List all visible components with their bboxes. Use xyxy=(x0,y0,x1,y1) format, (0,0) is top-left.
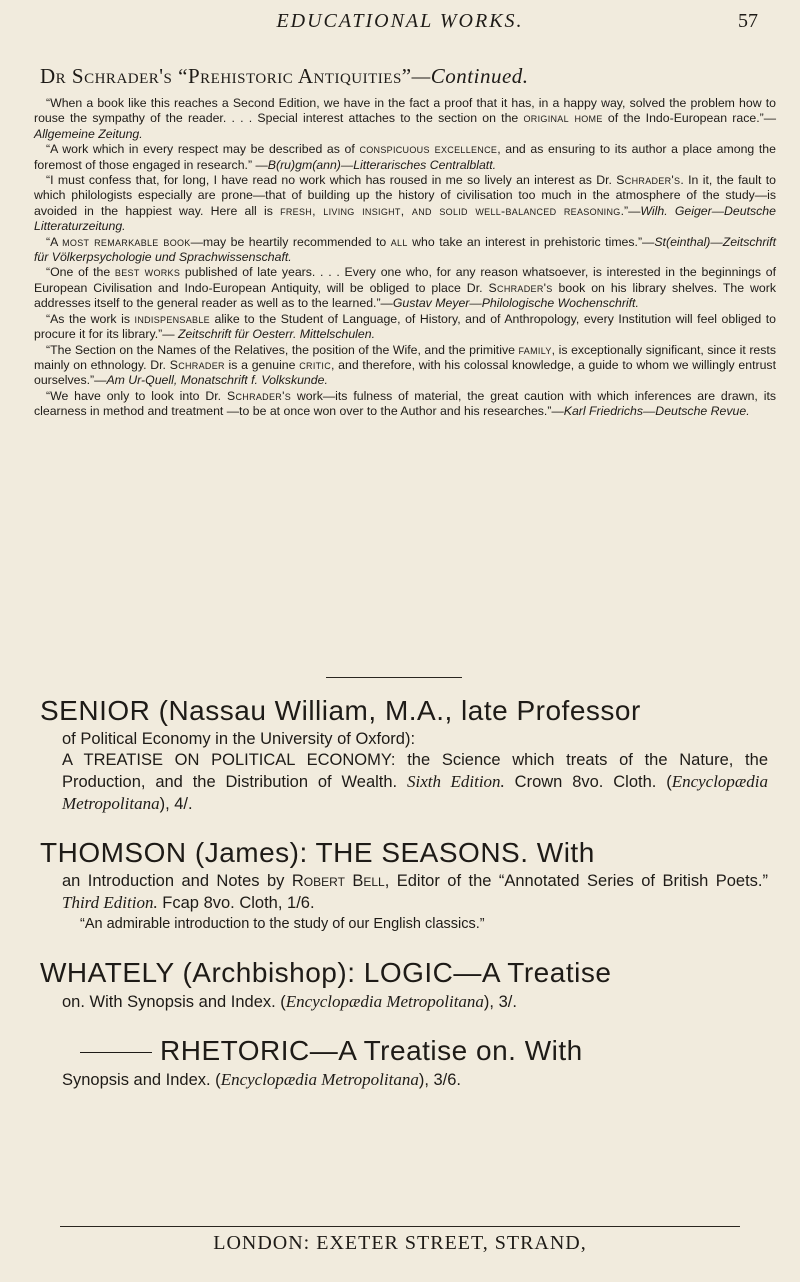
text-run: “One of the xyxy=(46,265,115,280)
text-run-sc: Robert Bell xyxy=(291,872,385,890)
entry-description xyxy=(62,751,768,813)
review-quote xyxy=(34,173,776,235)
entry-heading-text: RHETORIC—A Treatise on. With xyxy=(160,1035,583,1066)
text-run-src: Karl Friedrichs—Deutsche Revue. xyxy=(563,404,750,419)
text-run-it: Sixth Edition. xyxy=(406,772,505,791)
review-quote xyxy=(34,265,776,311)
entry-body xyxy=(40,729,768,815)
text-run-src: Zeitschrift für Oesterr. Mittelschulen. xyxy=(177,327,375,342)
text-run-src: Allgemeine Zeitung. xyxy=(34,126,143,141)
text-run-emph: fresh, living insight, and solid well-balanced reasoning xyxy=(280,203,621,218)
section-heading xyxy=(40,64,780,89)
review-quote xyxy=(34,235,776,266)
entry-body xyxy=(40,871,768,935)
text-run-emph: best works xyxy=(114,265,181,280)
text-run: on. With Synopsis and Index. ( xyxy=(62,993,286,1011)
text-run: who take an interest in prehistoric times.”— xyxy=(407,234,655,249)
text-run-src: B(ru)gm(ann)—Litterarisches Centralblatt. xyxy=(267,157,497,172)
review-quote xyxy=(34,389,776,420)
text-run: an Introduction and Notes by xyxy=(62,872,292,890)
text-run-src: Am Ur-Quell, Monatschrift f. Volkskunde. xyxy=(106,373,328,388)
entry-description xyxy=(62,993,517,1011)
text-run: , and as ensuring to its author a place among the foremost of those engaged in research.” — xyxy=(34,142,776,172)
entry-heading: SENIOR (Nassau William, M.A., late Professor xyxy=(40,695,641,726)
entry-heading: WHATELY (Archbishop): LOGIC—A Treatise xyxy=(40,957,612,988)
text-run: , is exceptionally significant, since it rests mainly on ethnology. Dr. xyxy=(34,342,776,372)
entry-heading xyxy=(40,1033,768,1069)
text-run-emph: Schrader's xyxy=(616,173,681,188)
text-run-emph: Schrader's xyxy=(488,280,553,295)
review-quote xyxy=(34,312,776,343)
text-run: .”— xyxy=(620,203,641,218)
text-run-emph: original home xyxy=(523,111,603,126)
text-run-emph: all xyxy=(390,234,408,249)
text-run: of the Indo-European race.”— xyxy=(602,111,776,126)
text-run: A TREATISE ON POLITICAL ECONOMY: the Science which treats of the Nature, the Production, and the Distribution of Wealth. xyxy=(62,751,768,791)
text-run: ), 3/6. xyxy=(418,1071,462,1089)
entry-description xyxy=(62,1071,461,1089)
catalogue-entry-thomson xyxy=(40,835,768,935)
running-head xyxy=(0,8,800,44)
entry-body xyxy=(40,991,768,1013)
text-run: “A work which in every respect may be described as of xyxy=(46,142,360,157)
text-run: ), 4/. xyxy=(159,795,193,813)
text-run-it: Encyclopædia Metropolitana xyxy=(220,1070,419,1089)
text-run: Fcap 8vo. Cloth, 1/6. xyxy=(157,894,315,912)
text-run-src: Wilh. Geiger—Deutsche Litteraturzeitung. xyxy=(34,203,776,234)
text-run-it: Encyclopædia Metropolitana xyxy=(285,992,484,1011)
text-run-src: Gustav Meyer—Philologische Wochenschrift. xyxy=(392,296,639,311)
text-run: book on his library shelves. The work addresses itself to the general reader as well as to the learned.”— xyxy=(34,280,777,311)
text-run-it: Encyclopædia Metropolitana xyxy=(62,772,768,813)
text-run: Crown 8vo. Cloth. ( xyxy=(504,773,672,791)
text-run: “We have only to look into Dr. xyxy=(46,388,227,403)
text-run-emph: Schrader's xyxy=(226,388,292,403)
imprint-footer: LONDON: EXETER STREET, STRAND, xyxy=(213,1232,587,1254)
section-author: Dr Schrader's xyxy=(40,64,173,88)
catalogue-entry-whately-rhetoric xyxy=(40,1033,768,1091)
text-run: work—its fulness of material, the great caution with which inferences are drawn, its clearness in method and treatment —to be at once won over to the Author and his researches.”— xyxy=(34,388,777,419)
text-run: is a genuine xyxy=(224,357,300,372)
text-run-src: St(einthal)—Zeitschrift für Völkerpsychologie und Sprachwissenschaft. xyxy=(34,234,776,265)
entry-body xyxy=(40,1069,768,1091)
text-run: —may be heartily recommended to xyxy=(190,234,391,249)
text-run: “As the work is xyxy=(46,311,135,326)
section-continued: —Continued. xyxy=(411,64,529,88)
entry-affiliation: of Political Economy in the University of Oxford): xyxy=(62,730,416,748)
text-run-emph: family xyxy=(518,342,552,357)
text-run: “The Section on the Names of the Relatives, the position of the Wife, and the primitive xyxy=(46,342,519,357)
review-quote xyxy=(34,343,776,389)
catalogue-entry-whately-logic xyxy=(40,955,768,1013)
catalogue-entry-senior xyxy=(40,693,768,815)
text-run: . In it, the fault to which philologists especially are prone—that of building up the history of civilisation too much in the atmosphere of the study—is avoided in the happiest way. Here all is xyxy=(34,173,776,218)
review-quote xyxy=(34,142,776,173)
page-number: 57 xyxy=(738,10,758,32)
text-run-it: Third Edition. xyxy=(62,893,158,912)
text-run-emph: conspicuous excellence xyxy=(359,142,498,157)
text-run: “When a book like this reaches a Second Edition, we have in the fact a proof that it has, in a happy way, solved the problem how to rouse the sympathy of the reader. . . . Special interest attaches to the section on the xyxy=(34,96,776,126)
text-run: alike to the Student of Language, of History, and of Anthropology, every Institution will feel obliged to procure it for its library.”— xyxy=(34,311,776,342)
review-quotes xyxy=(34,96,776,420)
text-run: Synopsis and Index. ( xyxy=(62,1071,221,1089)
text-run: , Editor of the “Annotated Series of British Poets.” xyxy=(384,872,768,890)
text-run-emph: Schrader xyxy=(169,357,225,372)
text-run: “A xyxy=(46,234,63,249)
text-run-emph: critic xyxy=(299,357,332,372)
entry-description xyxy=(62,872,768,912)
text-run: , and therefore, with his colossal knowledge, a guide to whom we willingly entrust ourselves.”— xyxy=(34,357,776,388)
section-title: “Prehistoric Antiquities” xyxy=(178,64,412,88)
running-title: EDUCATIONAL WORKS. xyxy=(276,10,524,32)
text-run-emph: indispensable xyxy=(134,311,210,326)
review-quote xyxy=(34,96,776,142)
text-run: published of late years. . . . Every one who, for any reason whatsoever, is interested in the beginnings of European Civilisation and Indo-European Antiquity, will be obliged to place Dr. xyxy=(34,265,776,295)
text-run: “I must confess that, for long, I have read no work which has roused in me so lively an interest as Dr. xyxy=(46,173,617,188)
section-divider xyxy=(326,677,462,678)
text-run: ), 3/. xyxy=(483,993,517,1011)
footer-rule xyxy=(60,1226,740,1227)
text-run-emph: most remarkable book xyxy=(62,234,191,249)
entry-quote: “An admirable introduction to the study of our English classics.” xyxy=(80,916,485,932)
catalogue-entries xyxy=(40,693,768,1111)
entry-heading: THOMSON (James): THE SEASONS. With xyxy=(40,837,595,868)
ditto-rule xyxy=(80,1052,152,1053)
